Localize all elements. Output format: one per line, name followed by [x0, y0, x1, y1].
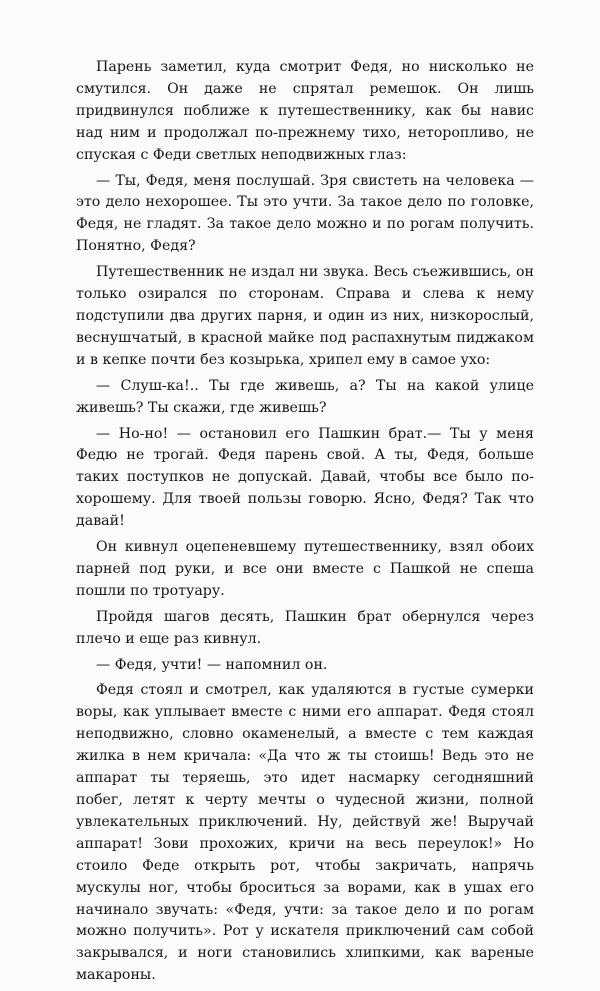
- paragraph: — Федя, учти! — напомнил он.: [96, 656, 328, 673]
- paragraph: — Слуш-ка!.. Ты где живешь, а? Ты на какой улице живешь? Ты скажи, где живешь?: [76, 377, 534, 416]
- paragraph: Федя стоял и смотрел, как удаляются в густые сумерки воры, как уплывает вместе с ними его аппарат. Федя стоял неподвижно, словно окаменелый, а вместе с тем каждая жилка в нем кричала: «Да что ж ты стоишь! Ведь это не аппарат ты теряешь, это идет насмарку сегодняшний побег, летят к черту мечты о чудесной жизни, полной увлекательных приключений. Ну, действуй же! Выручай аппарат! Зови прохожих, кричи на весь переулок!» Но стоило Феде открыть рот, чтобы закричать, напрячь мускулы ног, чтобы броситься за ворами, как в ушах его начинало звучать: «Федя, учти: за такое дело и по рогам можно получить». Рот у искателя приключений сам собой закрывался, и ноги становились хлипкими, как вареные макароны.: [76, 682, 534, 984]
- paragraph: Он кивнул оцепеневшему путешественнику, взял обоих парней под руки, и все они вместе с Пашкой не спеша пошли по тротуару.: [76, 539, 534, 599]
- paragraph: — Ты, Федя, меня послушай. Зря свистеть на человека — это дело нехорошее. Ты это учти. За такое дело по головке, Федя, не гладят. За такое дело можно и по рогам получить. Понятно, Федя?: [76, 172, 534, 255]
- paragraph: Парень заметил, куда смотрит Федя, но нисколько не смутился. Он даже не спрятал ремешок. Он лишь придвинулся поближе к путешественнику, как бы навис над ним и продолжал по-прежнему тихо, неторопливо, не спуская с Феди светлых неподвижных глаз:: [76, 59, 534, 163]
- page-text: [76, 57, 534, 991]
- paragraph: Пройдя шагов десять, Пашкин брат обернулся через плечо и еще раз кивнул.: [76, 608, 534, 647]
- paragraph: — Но-но! — остановил его Пашкин брат.— Ты у меня Федю не трогай. Федя парень свой. А ты, Федя, больше таких поступков не допускай. Давай, чтобы все было по-хорошему. Для твоей пользы говорю. Ясно, Федя? Так что давай!: [76, 425, 534, 530]
- paragraph: Путешественник не издал ни звука. Весь съежившись, он только озирался по сторонам. Справа и слева к нему подступили два других парня, и один из них, низкорослый, веснушчатый, в красной майке под распахнутым пиджаком и в кепке почти без козырька, хрипел ему в самое ухо:: [76, 264, 534, 368]
